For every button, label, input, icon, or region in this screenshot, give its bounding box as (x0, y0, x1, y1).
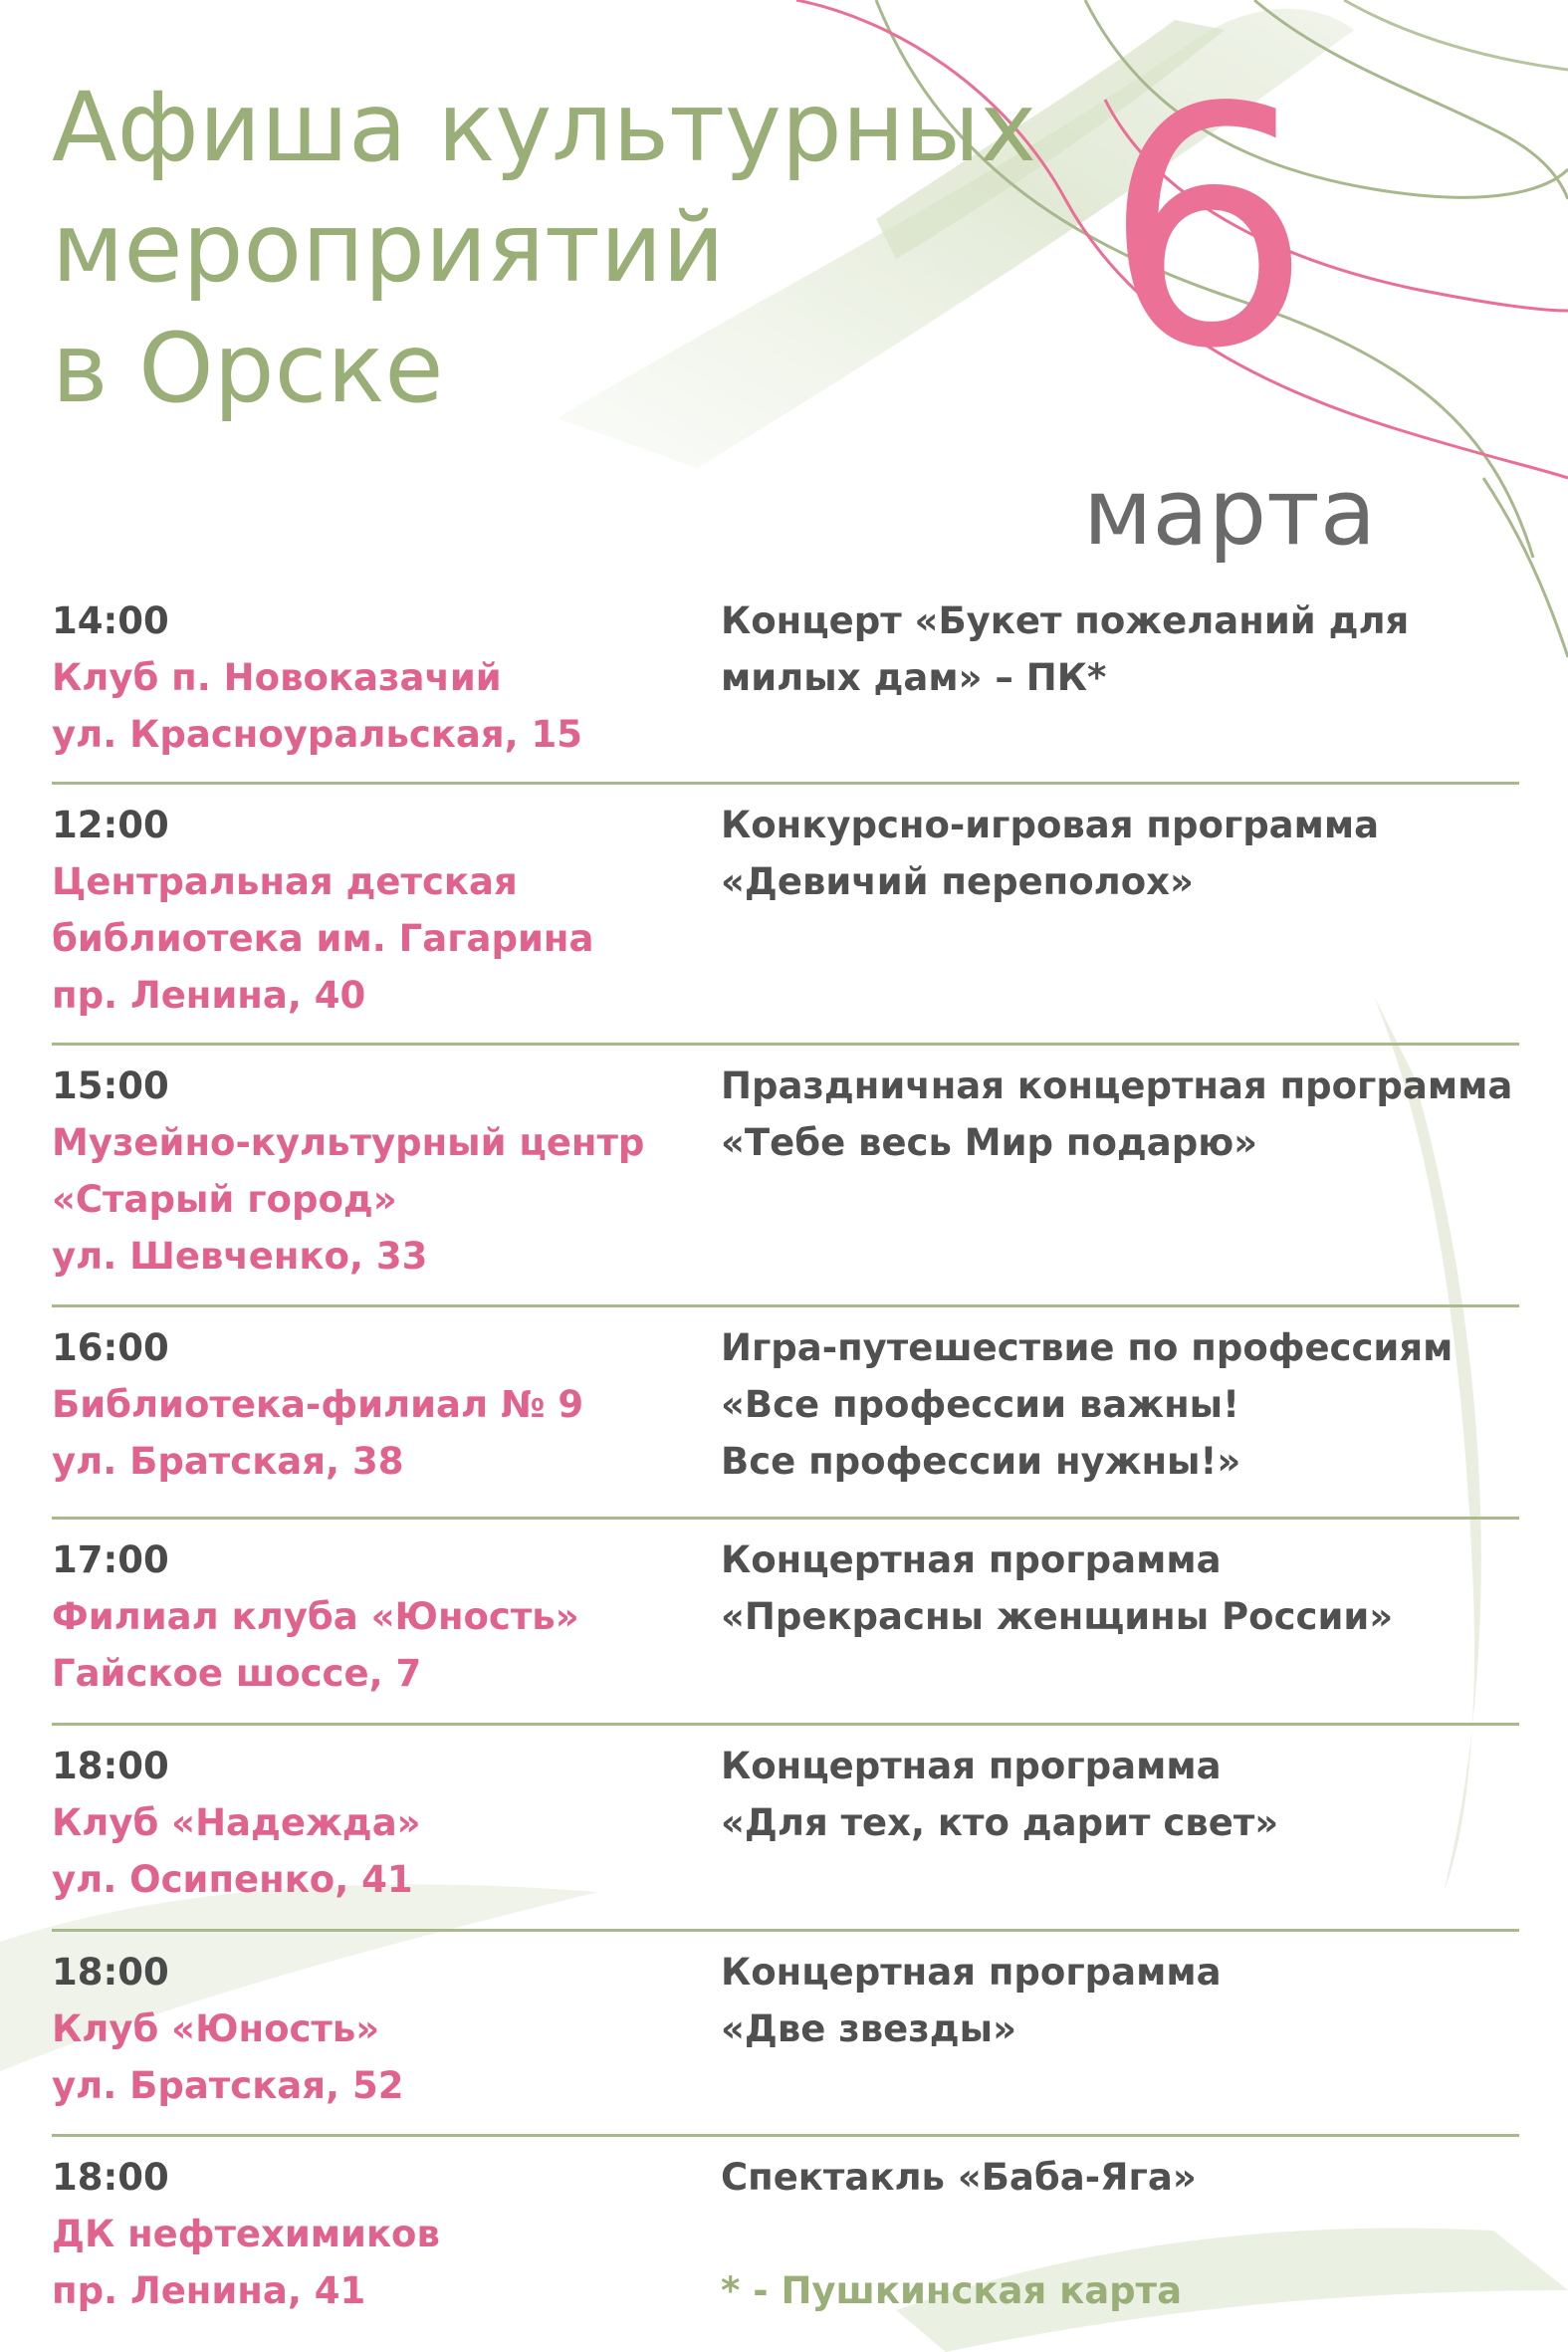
event-row (52, 1726, 1519, 1932)
event-address: пр. Ленина, 40 (52, 974, 366, 1017)
event-address: ул. Братская, 38 (52, 1440, 404, 1483)
event-address: ул. Осипенко, 41 (52, 1858, 413, 1901)
event-venue: Клуб п. Новоказачий (52, 656, 502, 699)
event-description: Концертная программа (721, 1745, 1222, 1787)
event-time: 12:00 (52, 804, 169, 846)
event-venue: Библиотека-филиал № 9 (52, 1383, 584, 1426)
event-time: 18:00 (52, 1745, 169, 1787)
event-time: 18:00 (52, 1951, 169, 1994)
green-curve-4 (1344, 0, 1568, 70)
event-time: 18:00 (52, 2156, 169, 2199)
event-description: Игра-путешествие по профессиям (721, 1326, 1454, 1369)
title-line: в Орске (52, 313, 444, 424)
event-venue: Филиал клуба «Юность» (52, 1595, 579, 1638)
event-row (52, 2137, 1519, 2346)
event-description: Концертная программа (721, 1538, 1222, 1581)
event-row (52, 785, 1519, 1046)
event-row (52, 1307, 1519, 1520)
event-description: «Прекрасны женщины России» (721, 1595, 1394, 1638)
event-time: 17:00 (52, 1538, 169, 1581)
event-venue: Клуб «Юность» (52, 2007, 380, 2050)
event-time: 16:00 (52, 1326, 169, 1369)
event-row (52, 592, 1519, 785)
event-description: «Тебе весь Мир подарю» (721, 1121, 1258, 1164)
event-venue: Клуб «Надежда» (52, 1801, 421, 1844)
event-description: милых дам» – ПК* (721, 656, 1107, 699)
event-venue: ДК нефтехимиков (52, 2213, 440, 2255)
event-address: ул. Шевченко, 33 (52, 1235, 428, 1278)
event-time: 14:00 (52, 599, 169, 642)
event-address: пр. Ленина, 41 (52, 2269, 366, 2312)
date-month: марта (1083, 459, 1377, 566)
event-description: «Все профессии важны! (721, 1383, 1239, 1426)
event-venue: библиотека им. Гагарина (52, 917, 594, 960)
event-venue: «Старый город» (52, 1178, 397, 1221)
event-description: Концертная программа (721, 1951, 1222, 1994)
event-address: ул. Братская, 52 (52, 2064, 404, 2107)
title-line: мероприятий (52, 192, 725, 304)
event-row (52, 1520, 1519, 1726)
event-description: «Девичий переполох» (721, 860, 1194, 903)
event-description: «Две звезды» (721, 2007, 1016, 2050)
event-description: Конкурсно-игровая программа (721, 804, 1380, 846)
footnote-pushkin-card: * - Пушкинская карта (721, 2269, 1183, 2312)
event-description: Концерт «Букет пожеланий для (721, 599, 1410, 642)
events-list (52, 592, 1519, 2346)
event-description: Праздничная концертная программа (721, 1064, 1513, 1107)
date-day: 6 (1103, 38, 1306, 420)
event-row (52, 1932, 1519, 2137)
event-description: Спектакль «Баба-Яга» (721, 2156, 1197, 2199)
event-venue: Музейно-культурный центр (52, 1121, 645, 1164)
event-row (52, 1046, 1519, 1307)
event-venue: Центральная детская (52, 860, 518, 903)
event-address: ул. Красноуральская, 15 (52, 713, 583, 756)
event-address: Гайское шоссе, 7 (52, 1652, 422, 1695)
page-title (52, 68, 1036, 429)
title-line: Афиша культурных (52, 72, 1037, 183)
event-description: «Для тех, кто дарит свет» (721, 1801, 1279, 1844)
event-description: Все профессии нужны!» (721, 1440, 1241, 1483)
event-time: 15:00 (52, 1064, 169, 1107)
